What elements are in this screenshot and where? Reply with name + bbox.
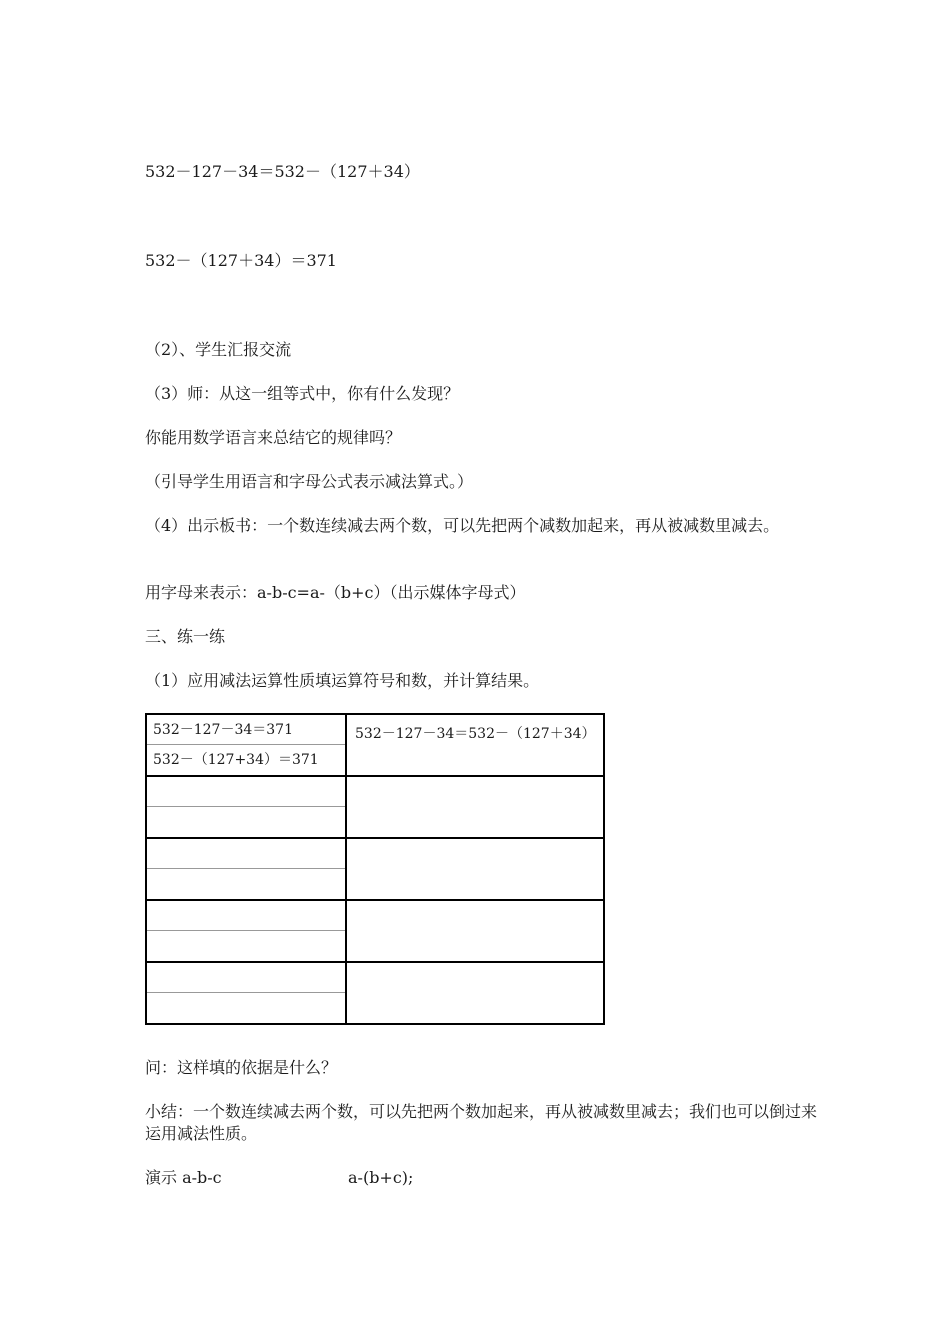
demo-formula: a-(b+c); [348,1168,414,1187]
example-equation-top: 532－127－34＝371 [147,715,345,745]
fill-in-table [145,713,605,1025]
table-cell-left [146,776,346,838]
blank-slot[interactable] [147,931,345,961]
blank-slot[interactable] [147,993,345,1023]
blank-slot[interactable] [346,776,604,838]
letter-formula: 用字母来表示：a-b-c=a-（b+c）（出示媒体字母式） [145,583,526,602]
example-equation-bottom: 532－（127+34）＝371 [153,752,319,768]
blank-slot[interactable] [147,963,345,993]
table-row [146,838,604,900]
question: 你能用数学语言来总结它的规律吗？ [145,428,402,447]
table-cell-left [146,900,346,962]
blank-slot[interactable] [346,838,604,900]
table-row [146,962,604,1024]
blank-slot[interactable] [147,807,345,837]
blank-slot[interactable] [147,901,345,931]
blank-slot[interactable] [147,839,345,869]
equation-2: 532－（127＋34）＝371 [145,251,337,270]
example-equation-combined: 532－127－34＝532－（127＋34） [355,726,596,742]
blank-slot[interactable] [147,777,345,807]
guide-note: （引导学生用语言和字母公式表示减法算式。） [145,472,474,491]
demo-label: 演示 a-b-c [145,1168,222,1187]
practice-task: （1）应用减法运算性质填运算符号和数，并计算结果。 [145,671,540,690]
table-cell-right [346,714,604,776]
blank-slot[interactable] [147,869,345,899]
equation-1: 532－127－34＝532－（127＋34） [145,162,420,181]
section-heading: 三、练一练 [145,627,226,646]
step-3: （3）师：从这一组等式中，你有什么发现？ [145,384,460,403]
table-cell-left [146,962,346,1024]
step-2: （2）、学生汇报交流 [145,340,292,359]
step-4: （4）出示板书：一个数连续减去两个数，可以先把两个减数加起来，再从被减数里减去。 [145,516,780,535]
blank-slot[interactable] [346,962,604,1024]
table-row [146,714,604,776]
table-cell-left [146,838,346,900]
blank-slot[interactable] [346,900,604,962]
basis-question: 问：这样填的依据是什么？ [145,1058,338,1077]
table-row [146,776,604,838]
summary: 小结：一个数连续减去两个数，可以先把两个数加起来，再从被减数里减去；我们也可以倒过来运用减法性质。 [145,1102,818,1143]
table-row [146,900,604,962]
table-cell-left [146,714,346,776]
